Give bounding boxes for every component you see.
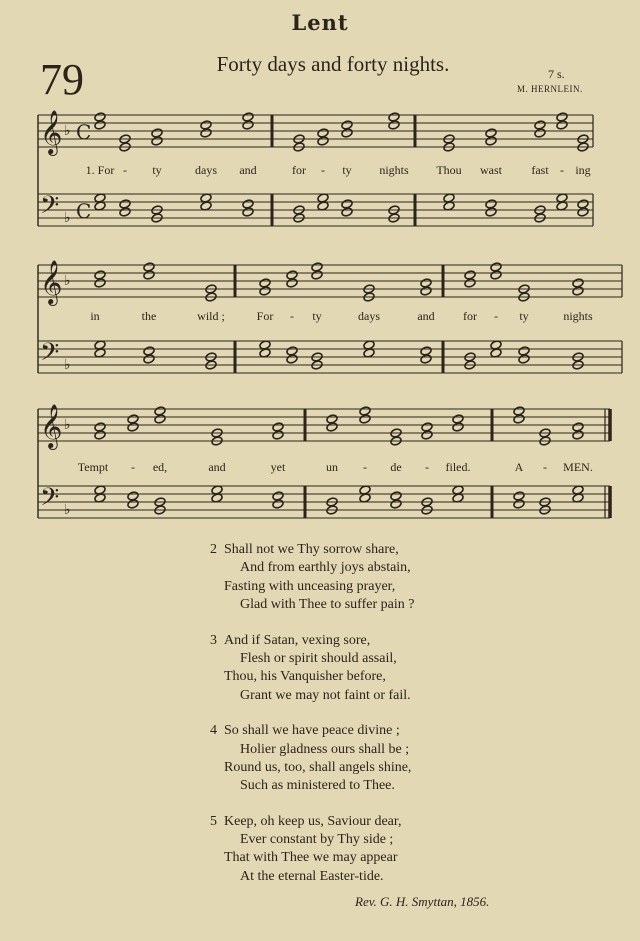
composer: M. HERNLEIN. bbox=[517, 84, 583, 94]
note-head bbox=[200, 128, 212, 138]
note-head bbox=[452, 422, 464, 432]
note-head bbox=[490, 270, 502, 280]
lyric-syllable: ed, bbox=[152, 460, 168, 474]
lyric-syllable: filed. bbox=[445, 460, 471, 474]
stanzas bbox=[210, 542, 414, 904]
stanza-line bbox=[210, 560, 414, 578]
treble-clef-icon: 𝄞 bbox=[40, 260, 63, 304]
stanza-line-text: Such as ministered to Thee. bbox=[240, 778, 395, 794]
stanza-line-text: Thou, his Vanquisher before, bbox=[224, 669, 386, 685]
lyric-syllable: nights bbox=[379, 163, 409, 177]
stanza-line-text: Grant we may not faint or fail. bbox=[240, 687, 411, 703]
lyric-syllable: A bbox=[514, 460, 524, 474]
lyric-syllable: - bbox=[425, 460, 429, 474]
treble-clef-icon: 𝄞 bbox=[40, 404, 63, 448]
note-head bbox=[119, 207, 131, 217]
lyric-syllable: - bbox=[321, 163, 325, 177]
stanza-line bbox=[210, 688, 414, 706]
common-time-icon: C bbox=[76, 120, 92, 144]
hymn-number: 79 bbox=[40, 55, 84, 104]
note-head bbox=[286, 278, 298, 288]
note-head bbox=[359, 414, 371, 424]
bass-clef-icon: 𝄢 bbox=[40, 338, 60, 373]
stanza-line bbox=[210, 778, 414, 796]
treble-clef-icon: 𝄞 bbox=[40, 110, 63, 154]
note-head bbox=[485, 136, 497, 146]
stanza bbox=[210, 814, 414, 888]
note-head bbox=[577, 207, 589, 217]
lyric-syllable: - bbox=[123, 163, 127, 177]
stanza-number: 3 bbox=[210, 632, 217, 648]
lyric-syllable: MEN. bbox=[563, 460, 593, 474]
stanza-line-text: Glad with Thee to suffer pain ? bbox=[240, 597, 415, 613]
flat-sign-icon: ♭ bbox=[64, 417, 71, 433]
lyric-syllable: - bbox=[494, 309, 498, 323]
stanza-line bbox=[210, 742, 414, 760]
stanza-line bbox=[210, 542, 414, 560]
note-head bbox=[272, 430, 284, 440]
stanza-line-text: And if Satan, vexing sore, bbox=[224, 632, 371, 648]
note-head bbox=[518, 354, 530, 364]
stanza-line bbox=[210, 850, 414, 868]
lyric-syllable: wast bbox=[480, 163, 502, 177]
note-head bbox=[151, 136, 163, 146]
stanza bbox=[210, 633, 414, 707]
note-head bbox=[317, 136, 329, 146]
stanza-line bbox=[210, 597, 414, 615]
note-head bbox=[154, 414, 166, 424]
note-head bbox=[485, 207, 497, 217]
note-head bbox=[127, 499, 139, 509]
lyric-syllable: un bbox=[326, 460, 338, 474]
note-head bbox=[94, 120, 106, 130]
lyric-syllable: fast bbox=[531, 163, 549, 177]
stanza-line bbox=[210, 760, 414, 778]
flat-sign-icon: ♭ bbox=[64, 357, 71, 373]
lyric-syllable: ing bbox=[575, 163, 591, 177]
lyric-syllable: ty bbox=[342, 163, 352, 177]
stanza-line bbox=[210, 651, 414, 669]
note-head bbox=[127, 422, 139, 432]
bass-clef-icon: 𝄢 bbox=[40, 191, 60, 226]
note-head bbox=[311, 270, 323, 280]
lyric-syllable: 1. For bbox=[85, 163, 115, 177]
stanza-line bbox=[210, 814, 414, 832]
lyric-syllable: - bbox=[131, 460, 135, 474]
stanza-line bbox=[210, 832, 414, 850]
lyric-syllable: for bbox=[463, 309, 477, 323]
note-head bbox=[286, 354, 298, 364]
note-head bbox=[421, 430, 433, 440]
stanza-line bbox=[210, 669, 414, 687]
lyric-syllable: de bbox=[390, 460, 402, 474]
author-attribution: Rev. G. H. Smyttan, 1856. bbox=[355, 894, 490, 909]
note-head bbox=[341, 207, 353, 217]
note-head bbox=[513, 499, 525, 509]
note-head bbox=[534, 128, 546, 138]
flat-sign-icon: ♭ bbox=[64, 273, 71, 289]
stanza-number: 5 bbox=[210, 813, 217, 829]
lyric-syllable: - bbox=[290, 309, 294, 323]
stanza-line-text: Ever constant by Thy side ; bbox=[240, 832, 394, 848]
note-head bbox=[572, 286, 584, 296]
lyric-syllable: wild ; bbox=[197, 309, 225, 323]
stanza-line bbox=[210, 633, 414, 651]
lyric-syllable: ty bbox=[519, 309, 529, 323]
section-heading: Lent bbox=[291, 10, 349, 35]
meter: 7 s. bbox=[548, 67, 565, 81]
note-head bbox=[259, 286, 271, 296]
lyric-syllable: for bbox=[292, 163, 306, 177]
stanza-line-text: Fasting with unceasing prayer, bbox=[224, 578, 396, 594]
lyric-syllable: and bbox=[239, 163, 257, 177]
stanza-line-text: Flesh or spirit should assail, bbox=[240, 650, 397, 666]
lyric-syllable: For bbox=[256, 309, 274, 323]
note-head bbox=[242, 207, 254, 217]
stanza-line bbox=[210, 579, 414, 597]
stanza-line-text: Keep, oh keep us, Saviour dear, bbox=[224, 813, 402, 829]
hymn-title: Forty days and forty nights. bbox=[216, 52, 450, 76]
note-head bbox=[341, 128, 353, 138]
stanza-line-text: Round us, too, shall angels shine, bbox=[224, 759, 412, 775]
stanza-number: 2 bbox=[210, 542, 217, 557]
note-head bbox=[143, 270, 155, 280]
flat-sign-icon: ♭ bbox=[64, 210, 71, 226]
note-head bbox=[94, 278, 106, 288]
lyric-syllable: the bbox=[141, 309, 157, 323]
stanza-number: 4 bbox=[210, 723, 217, 739]
lyric-syllable: days bbox=[195, 163, 217, 177]
lyric-syllable: - bbox=[543, 460, 547, 474]
note-head bbox=[420, 286, 432, 296]
bass-clef-icon: 𝄢 bbox=[40, 483, 60, 518]
stanza bbox=[210, 542, 414, 616]
stanza-line-text: And from earthly joys abstain, bbox=[240, 560, 411, 576]
note-head bbox=[420, 354, 432, 364]
lyric-syllable: and bbox=[417, 309, 435, 323]
note-head bbox=[272, 499, 284, 509]
flat-sign-icon: ♭ bbox=[64, 123, 71, 139]
note-head bbox=[242, 120, 254, 130]
lyric-syllable: yet bbox=[270, 460, 286, 474]
stanza-line-text: At the eternal Easter-tide. bbox=[240, 868, 384, 884]
lyric-syllable: - bbox=[363, 460, 367, 474]
note-head bbox=[388, 120, 400, 130]
stanza-line-text: Holier gladness ours shall be ; bbox=[240, 741, 410, 757]
lyric-syllable: - bbox=[560, 163, 564, 177]
stanza-line-text: So shall we have peace divine ; bbox=[224, 723, 400, 739]
note-head bbox=[513, 414, 525, 424]
flat-sign-icon: ♭ bbox=[64, 502, 71, 518]
lyric-syllable: Thou bbox=[436, 163, 462, 177]
note-head bbox=[94, 430, 106, 440]
stanza bbox=[210, 723, 414, 797]
stanza-line-text: Shall not we Thy sorrow share, bbox=[224, 542, 399, 557]
stanza-line bbox=[210, 723, 414, 741]
note-head bbox=[143, 354, 155, 364]
lyric-syllable: Tempt bbox=[77, 460, 109, 474]
lyric-syllable: and bbox=[208, 460, 226, 474]
lyric-syllable: ty bbox=[312, 309, 322, 323]
lyric-syllable: in bbox=[90, 309, 100, 323]
stanza-line bbox=[210, 869, 414, 887]
note-head bbox=[390, 499, 402, 509]
note-head bbox=[464, 278, 476, 288]
common-time-icon: C bbox=[76, 199, 92, 223]
lyric-syllable: nights bbox=[563, 309, 593, 323]
lyric-syllable: ty bbox=[152, 163, 162, 177]
lyric-syllable: days bbox=[358, 309, 380, 323]
stanza-line-text: That with Thee we may appear bbox=[224, 850, 398, 866]
note-head bbox=[556, 120, 568, 130]
note-head bbox=[572, 430, 584, 440]
note-head bbox=[326, 422, 338, 432]
